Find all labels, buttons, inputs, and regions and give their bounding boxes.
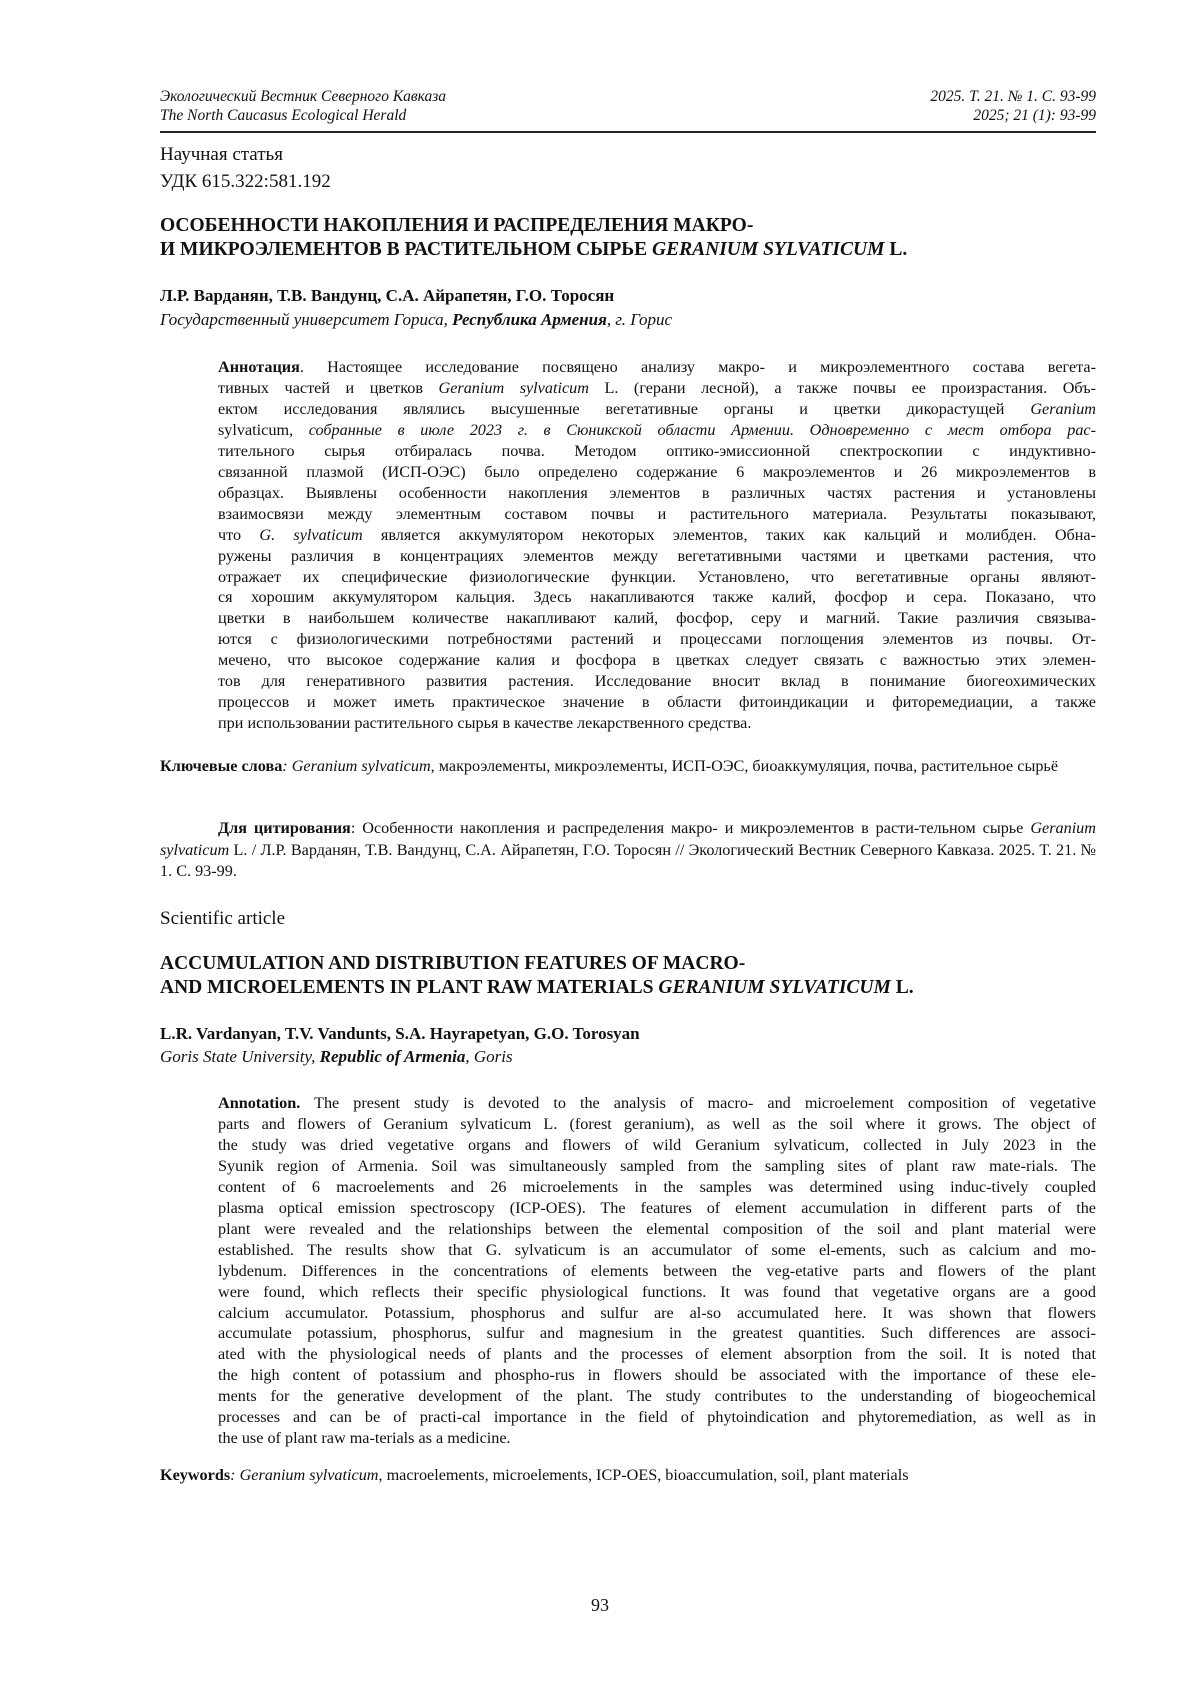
abstract-text: sylvaticum	[218, 421, 289, 439]
title-ru-line2	[160, 238, 1096, 262]
abstract-text: ектом исследования являлись высушенные вегетативные органы и цветки дикорастущей	[218, 400, 1030, 418]
abstract-text: Syunik region of Armenia. Soil was simultaneously sampled from the sampling sites of plant raw mate-rials. The	[218, 1157, 1096, 1175]
article-type-en: Scientific article	[160, 907, 285, 931]
abstract-text: plant were revealed and the relationships between the elemental composition of the soil and plant material were	[218, 1220, 1096, 1238]
abstract-line	[218, 462, 1096, 483]
affiliation-ru	[160, 309, 672, 331]
keywords-label: Keywords	[160, 1466, 230, 1484]
title-ru-line1: ОСОБЕННОСТИ НАКОПЛЕНИЯ И РАСПРЕДЕЛЕНИЯ МАКРО-	[160, 214, 1096, 238]
abstract-label: Аннотация	[218, 358, 300, 376]
species-name: Geranium sylvaticum	[439, 379, 589, 397]
udk-code: УДК 615.322:581.192	[160, 170, 331, 194]
abstract-text: lybdenum. Differences in the concentrations of elements between the veg-etative parts and flowers of the plant	[218, 1262, 1096, 1280]
abstract-line	[218, 483, 1096, 504]
keywords-separator: :	[230, 1466, 239, 1484]
abstract-en	[218, 1093, 1096, 1449]
abstract-text: является аккумулятором некоторых элементов, таких как кальций и молибден. Обна-	[363, 526, 1096, 544]
authors-ru: Л.Р. Варданян, Т.В. Вандунц, С.А. Айрапетян, Г.О. Торосян	[160, 285, 614, 307]
abstract-line	[218, 441, 1096, 462]
affiliation-ru-country: Республика Армения	[452, 310, 607, 329]
abstract-text: цветки в наибольшем количестве накапливают калий, фосфор, серу и магний. Такие различия связыва-	[218, 609, 1096, 627]
abstract-line	[218, 608, 1096, 629]
title-en-line2-end: L.	[891, 977, 914, 998]
abstract-line	[218, 1177, 1096, 1198]
abstract-line	[218, 587, 1096, 608]
abstract-line	[218, 671, 1096, 692]
abstract-line	[218, 1240, 1096, 1261]
abstract-line	[218, 1323, 1096, 1344]
affiliation-en	[160, 1046, 513, 1068]
issue-ru: 2025. Т. 21. № 1. С. 93-99	[930, 87, 1096, 106]
abstract-text: отражает их специфические физиологические функции. Установлено, что вегетативные органы являют-	[218, 568, 1096, 586]
keywords-ru	[160, 756, 1096, 777]
affiliation-en-city: , Goris	[465, 1047, 512, 1066]
abstract-text: the high content of potassium and phospho-rus in flowers should be associated with the importance of these ele-	[218, 1366, 1096, 1384]
abstract-text: processes and can be of practi-cal importance in the field of phytoindication and phytoremediation, as well as in	[218, 1408, 1096, 1426]
abstract-text: The present study is devoted to the analysis of macro- and microelement composition of vegetative	[300, 1094, 1096, 1112]
abstract-text: ются с физиологическими потребностями растений и процессами поглощения элементов из почвы. От-	[218, 630, 1096, 648]
keywords-list: , macroelements, microelements, ICP-OES, bioaccumulation, soil, plant materials	[379, 1466, 909, 1484]
abstract-line	[218, 546, 1096, 567]
journal-name-ru: Экологический Вестник Северного Кавказа	[160, 87, 446, 106]
citation-text-a: : Особенности накопления и распределения макро- и микроэлементов в расти-тельном сырье	[351, 819, 1031, 837]
abstract-text: ated with the physiological needs of plants and the processes of element absorption from the soil. It is noted that	[218, 1345, 1096, 1363]
abstract-line	[218, 1114, 1096, 1135]
journal-name-en: The North Caucasus Ecological Herald	[160, 106, 406, 125]
abstract-text: что	[218, 526, 259, 544]
abstract-line	[218, 378, 1096, 399]
citation-ru	[160, 818, 1096, 883]
abstract-line	[218, 399, 1096, 420]
abstract-line	[218, 650, 1096, 671]
page-number: 93	[0, 1595, 1200, 1616]
species-name: Geranium	[1030, 400, 1096, 418]
abstract-text: процессов и может иметь практическое значение в области фитоиндикации и фиторемедиации, а также	[218, 693, 1096, 711]
species-name: , собранные в июле 2023 г. в Сюникской области Армении. Одновременно с мест отбора рас-	[289, 421, 1096, 439]
abstract-ru	[218, 357, 1096, 734]
abstract-text: . Настоящее исследование посвящено анализу макро- и микроэлементного состава вегета-	[300, 358, 1096, 376]
abstract-text: plasma optical emission spectroscopy (ICP-OES). The features of element accumulation in different parts of the	[218, 1199, 1096, 1217]
abstract-text: тов для генеративного развития растения. Исследование вносит вклад в понимание биогеохимических	[218, 672, 1096, 690]
title-ru-species: GERANIUM SYLVATICUM	[652, 239, 884, 260]
title-ru	[160, 214, 1096, 262]
abstract-line	[218, 1198, 1096, 1219]
abstract-line	[218, 1386, 1096, 1407]
abstract-line	[218, 692, 1096, 713]
abstract-line	[218, 1407, 1096, 1428]
abstract-text: при использовании растительного сырья в качестве лекарственного средства.	[218, 714, 751, 732]
abstract-line	[218, 1428, 1096, 1449]
keywords-separator: :	[282, 757, 291, 775]
abstract-text: взаимосвязи между элементным составом почвы и растительного материала. Результаты показывают,	[218, 505, 1096, 523]
abstract-text: ся хорошим аккумулятором кальция. Здесь накапливаются также калий, фосфор и сера. Показано, что	[218, 588, 1096, 606]
running-header	[160, 87, 1096, 125]
abstract-text: the use of plant raw ma-terials as a medicine.	[218, 1429, 511, 1447]
abstract-line	[218, 504, 1096, 525]
abstract-line	[218, 1261, 1096, 1282]
species-name: G. sylvaticum	[259, 526, 362, 544]
journal-page	[0, 0, 1200, 1698]
abstract-line	[218, 567, 1096, 588]
abstract-line	[218, 1219, 1096, 1240]
title-ru-line2-end: L.	[884, 239, 907, 260]
abstract-text: L. (герани лесной), а также почвы ее произрастания. Объ-	[589, 379, 1096, 397]
abstract-line	[218, 713, 1096, 734]
issue-en: 2025; 21 (1): 93-99	[973, 106, 1096, 125]
abstract-text: established. The results show that G. sylvaticum is an accumulator of some el-ements, such as calcium and mo-	[218, 1241, 1096, 1259]
abstract-line	[218, 1303, 1096, 1324]
title-ru-line2-text: И МИКРОЭЛЕМЕНТОВ В РАСТИТЕЛЬНОМ СЫРЬЕ	[160, 239, 652, 260]
abstract-label: Annotation.	[218, 1094, 300, 1112]
article-type-ru: Научная статья	[160, 143, 283, 167]
abstract-text: were found, which reflects their specific physiological functions. It was found that vegetative organs are a good	[218, 1283, 1096, 1301]
abstract-line	[218, 525, 1096, 546]
abstract-line	[218, 1282, 1096, 1303]
abstract-text: тительного сырья отбиралась почва. Методом оптико-эмиссионной спектроскопии с индуктивно-	[218, 442, 1096, 460]
abstract-text: тивных частей и цветков	[218, 379, 439, 397]
abstract-text: the study was dried vegetative organs and flowers of wild Geranium sylvaticum, collected in July 2023 in the	[218, 1136, 1096, 1154]
abstract-line	[218, 1135, 1096, 1156]
abstract-text: parts and flowers of Geranium sylvaticum L. (forest geranium), as well as the soil where it grows. The object of	[218, 1115, 1096, 1133]
abstract-line	[218, 1344, 1096, 1365]
abstract-text: связанной плазмой (ИСП-ОЭС) было определено содержание 6 макроэлементов и 26 микроэлементов в	[218, 463, 1096, 481]
authors-en: L.R. Vardanyan, T.V. Vandunts, S.A. Hayrapetyan, G.O. Torosyan	[160, 1023, 640, 1045]
title-en-species: GERANIUM SYLVATICUM	[658, 977, 890, 998]
citation-label: Для цитирования	[218, 819, 351, 837]
abstract-line	[218, 1156, 1096, 1177]
abstract-line	[218, 629, 1096, 650]
abstract-line	[218, 1093, 1096, 1114]
affiliation-ru-univ: Государственный университет Гориса,	[160, 310, 452, 329]
abstract-line	[218, 420, 1096, 441]
title-en	[160, 952, 1096, 1000]
abstract-text: мечено, что высокое содержание калия и фосфора в цветках следует связать с важностью этих элемен-	[218, 651, 1096, 669]
title-en-line2-text: AND MICROELEMENTS IN PLANT RAW MATERIALS	[160, 977, 658, 998]
affiliation-en-univ: Goris State University,	[160, 1047, 320, 1066]
abstract-text: ружены различия в концентрациях элементов между вегетативными частями и цветками растения, что	[218, 547, 1096, 565]
affiliation-en-country: Republic of Armenia	[320, 1047, 466, 1066]
title-en-line1: ACCUMULATION AND DISTRIBUTION FEATURES OF MACRO-	[160, 952, 1096, 976]
abstract-text: accumulate potassium, phosphorus, sulfur and magnesium in the greatest quantities. Such differences are associ-	[218, 1324, 1096, 1342]
keywords-list: макроэлементы, микроэлементы, ИСП-ОЭС, биоаккумуляция, почва, растительное сырьё	[435, 757, 1058, 775]
abstract-text: calcium accumulator. Potassium, phosphorus and sulfur are al-so accumulated here. It was shown that flowers	[218, 1304, 1096, 1322]
abstract-line	[218, 1365, 1096, 1386]
abstract-text: content of 6 macroelements and 26 microelements in the samples was determined using induc-tively coupled	[218, 1178, 1096, 1196]
affiliation-ru-city: , г. Горис	[607, 310, 672, 329]
header-rule	[160, 131, 1096, 133]
title-en-line2	[160, 976, 1096, 1000]
keywords-label: Ключевые слова	[160, 757, 282, 775]
abstract-line	[218, 357, 1096, 378]
citation-species: Geranium sylvaticum	[160, 819, 1096, 859]
abstract-text: образцах. Выявлены особенности накопления элементов в различных частях растения и установлены	[218, 484, 1096, 502]
keywords-species: Geranium sylvaticum,	[292, 757, 435, 775]
abstract-text: ments for the generative development of the plant. The study contributes to the understanding of biogeochemical	[218, 1387, 1096, 1405]
keywords-species: Geranium sylvaticum	[240, 1466, 379, 1484]
citation-text-b: L. / Л.Р. Варданян, Т.В. Вандунц, С.А. Айрапетян, Г.О. Торосян // Экологический Вестник Северного Кавказа. 2025. Т. 21. № 1. С. 93-99.	[160, 841, 1096, 881]
keywords-en	[160, 1465, 1096, 1486]
